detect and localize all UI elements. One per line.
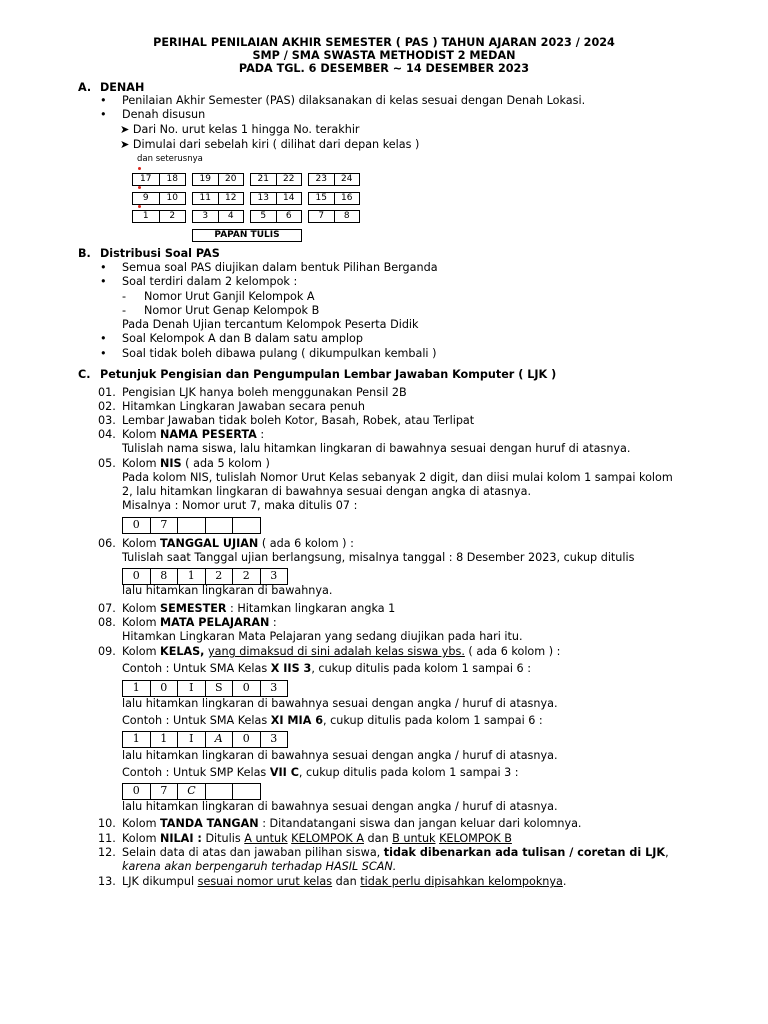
item-number: 05. [98,457,116,470]
item-number: 04. [98,428,116,441]
seat-number: 1 [133,211,160,222]
field-name: NILAI : [160,832,202,845]
example-3-after: lalu hitamkan lingkaran di bawahnya sesuai dengan angka / huruf di atasnya. [122,800,558,813]
box-cell: 0 [233,732,261,747]
section-a-sub-1: ➤ Dari No. urut kelas 1 hingga No. terakhir [120,123,360,136]
seat-number: 13 [251,193,277,204]
box-cell [233,518,260,533]
item-number: 13. [98,875,116,888]
seat-number: 18 [166,174,178,184]
seat-pair [308,173,360,186]
seat-pair [132,173,186,186]
section-a-sub-2: ➤ Dimulai dari sebelah kiri ( dilihat dari depan kelas ) [120,138,420,151]
seat-number: 12 [225,193,237,203]
class-example-box-3 [122,783,261,800]
item-05-text-2: 2, lalu hitamkan lingkaran di bawahnya sesuai dengan angka di atasnya. [122,485,532,498]
blackboard [192,229,302,242]
section-b-note: Pada Denah Ujian tercantum Kelompok Peserta Didik [122,318,419,331]
text: Kolom [122,832,161,845]
item-number: 10. [98,817,116,830]
item-06-heading [122,537,354,551]
section-b-bullet-4: • Soal tidak boleh dibawa pulang ( dikumpulkan kembali ) [122,347,436,361]
item-08-heading [122,616,277,630]
seat-number: 15 [309,193,335,204]
box-cell: 0 [151,681,179,696]
text: Kolom [122,428,161,441]
item-number: 07. [98,602,116,615]
blackboard-label: PAPAN TULIS [214,230,280,240]
box-cell: 1 [151,732,179,747]
seat-number: 20 [225,174,237,184]
seat-pair [192,173,244,186]
section-b-group-a: Nomor Urut Ganjil Kelompok A [144,290,315,303]
seat-number: 2 [169,211,176,221]
seat-number: 7 [309,211,335,222]
section-b-title: Distribusi Soal PAS [100,247,220,260]
box-cell: 3 [270,732,278,745]
text: : Hitamkan lingkaran angka 1 [226,602,396,615]
section-c-title: Petunjuk Pengisian dan Pengumpulan Lembar Jawaban Komputer ( LJK ) [100,368,557,381]
item-11-text [122,832,512,846]
section-c-letter: C. [78,368,91,381]
section-b-letter: B. [78,247,91,260]
item-number: 02. [98,400,116,413]
box-cell [178,518,206,533]
underlined-text: B untuk [392,832,436,845]
text: Contoh : Untuk SMA Kelas [122,714,271,727]
field-name: TANGGAL UJIAN [160,537,259,550]
date-example-box [122,568,288,585]
section-a-bullet-2: • Denah disusun [122,108,205,122]
box-cell [206,784,234,799]
seat-number: 4 [227,211,234,221]
text: dan [332,875,361,888]
text: , cukup ditulis pada kolom 1 sampai 6 : [323,714,543,727]
seat-number: 16 [341,193,353,203]
item-07-text [122,602,395,616]
text: ( ada 5 kolom ) [181,457,270,470]
seat-pair [132,210,186,223]
item-number: 11. [98,832,116,845]
box-cell: 2 [233,569,261,584]
seat-number: 22 [283,174,295,184]
field-name: MATA PELAJARAN [160,616,270,629]
item-05-text-1: Pada kolom NIS, tulislah Nomor Urut Kelas sebanyak 2 digit, dan diisi mulai kolom 1 sampai kolom [122,471,673,484]
dash: - [122,290,127,303]
bold-text: tidak dibenarkan ada tulisan / coretan di LJK [383,846,666,859]
section-b-bullet-2: • Soal terdiri dalam 2 kelompok : [122,275,297,289]
item-02-text: Hitamkan Lingkaran Jawaban secara penuh [122,400,365,413]
seat-number: 6 [285,211,292,221]
text: ( ada 6 kolom ) : [258,537,354,550]
text: , cukup ditulis pada kolom 1 sampai 3 : [298,766,519,779]
text: . [562,875,567,888]
underlined-text: A untuk [244,832,288,845]
text: ( ada 6 kolom ) : [464,645,561,658]
seat-pair [250,210,302,223]
field-name: NIS [160,457,182,470]
underlined-text: tidak perlu dipisahkan kelompoknya [360,875,563,888]
section-b-group-b: Nomor Urut Genap Kelompok B [144,304,320,317]
text: : [256,428,265,441]
example-1-after: lalu hitamkan lingkaran di bawahnya sesuai dengan angka / huruf di atasnya. [122,697,558,710]
box-cell: 0 [123,784,151,799]
box-cell: 1 [178,569,206,584]
seat-number: 17 [133,174,160,185]
seat-pair [308,210,360,223]
seat-number: 24 [341,174,353,184]
red-marker [138,186,141,189]
box-cell: C [178,784,206,799]
text: , [665,846,669,859]
field-name: SEMESTER [160,602,227,615]
doc-title-line3: PADA TGL. 6 DESEMBER ~ 14 DESEMBER 2023 [238,62,530,75]
item-06-after: lalu hitamkan lingkaran di bawahnya. [122,584,333,597]
underlined-text: KELOMPOK A [291,832,364,845]
text: Kolom [122,537,161,550]
seat-number: 21 [251,174,277,185]
item-01-text: Pengisian LJK hanya boleh menggunakan Pensil 2B [122,386,407,399]
doc-title-line1: PERIHAL PENILAIAN AKHIR SEMESTER ( PAS ) TAHUN AJARAN 2023 / 2024 [153,36,615,49]
item-number: 01. [98,386,116,399]
text: : [269,616,277,629]
box-cell [206,518,234,533]
text: LJK dikumpul [122,875,198,888]
box-cell: 8 [151,569,179,584]
box-cell: I [178,732,206,747]
class-name: X IIS 3 [270,662,312,675]
box-cell: 7 [151,784,179,799]
section-a-letter: A. [78,81,92,94]
box-cell: 2 [206,569,234,584]
box-cell: 0 [123,518,151,533]
box-cell: 1 [123,732,151,747]
field-name: NAMA PESERTA [160,428,257,441]
box-cell [233,784,260,799]
seat-pair [250,173,302,186]
box-cell: A [206,732,234,747]
doc-title-line2: SMP / SMA SWASTA METHODIST 2 MEDAN [252,49,516,62]
seat-number: 9 [133,193,160,204]
seat-number: 10 [166,193,178,203]
dash: - [122,304,127,317]
text: Contoh : Untuk SMP Kelas [122,766,270,779]
item-number: 12. [98,846,116,859]
seat-number: 14 [283,193,295,203]
field-name: TANDA TANGAN [160,817,259,830]
underlined-text: yang dimaksud di sini adalah kelas siswa ybs. [208,645,465,658]
class-example-box-1 [122,680,288,697]
section-a-bullet-1: • Penilaian Akhir Semester (PAS) dilaksanakan di kelas sesuai dengan Denah Lokasi. [122,94,585,108]
item-06-text: Tulislah saat Tanggal ujian berlangsung, misalnya tanggal : 8 Desember 2023, cukup ditulis [122,551,635,564]
class-name: XI MIA 6 [270,714,324,727]
text: Kolom [122,602,161,615]
underlined-text: KELOMPOK B [439,832,512,845]
text: Kolom [122,817,161,830]
box-cell: 7 [151,518,179,533]
item-number: 03. [98,414,116,427]
box-cell: 3 [270,681,278,694]
item-04-text: Tulislah nama siswa, lalu hitamkan lingkaran di bawahnya sesuai dengan huruf di atasnya. [122,442,631,455]
example-2-after: lalu hitamkan lingkaran di bawahnya sesuai dengan angka / huruf di atasnya. [122,749,558,762]
seat-pair [132,192,186,205]
red-marker [138,205,141,208]
seat-number: 23 [309,174,335,185]
seat-pair [308,192,360,205]
box-cell: I [178,681,206,696]
item-number: 06. [98,537,116,550]
class-example-box-2 [122,731,288,748]
nis-example-box [122,517,261,534]
example-1 [122,662,531,676]
box-cell: 3 [270,569,278,582]
text: Kolom [122,457,161,470]
box-cell: 1 [123,681,151,696]
field-name: KELAS, [160,645,205,658]
red-marker [138,167,141,170]
seat-number: 5 [251,211,277,222]
item-10-text [122,817,581,831]
item-05-example: Misalnya : Nomor urut 7, maka ditulis 07 : [122,499,358,512]
item-03-text: Lembar Jawaban tidak boleh Kotor, Basah, Robek, atau Terlipat [122,414,475,427]
text: , cukup ditulis pada kolom 1 sampai 6 : [311,662,531,675]
text: Ditulis [201,832,245,845]
text: dan [363,832,393,845]
seating-map-caption: dan seterusnya [137,154,203,164]
seat-pair [192,210,244,223]
item-08-text: Hitamkan Lingkaran Mata Pelajaran yang sedang diujikan pada hari itu. [122,630,523,643]
example-3 [122,766,519,780]
item-09-heading [122,645,560,659]
box-cell: 0 [123,569,151,584]
seat-number: 8 [343,211,350,221]
section-b-bullet-1: • Semua soal PAS diujikan dalam bentuk Pilihan Berganda [122,261,438,275]
item-number: 09. [98,645,116,658]
section-b-bullet-3: • Soal Kelompok A dan B dalam satu amplop [122,332,363,346]
item-05-heading [122,457,270,471]
box-cell: S [206,681,234,696]
text: : Ditandatangani siswa dan jangan keluar dari kolomnya. [258,817,582,830]
text: Kolom [122,616,161,629]
item-12-text [122,846,669,860]
example-2 [122,714,543,728]
box-cell: 0 [233,681,261,696]
class-name: VII C [269,766,299,779]
text: Selain data di atas dan jawaban pilihan siswa, [122,846,384,859]
section-a-title: DENAH [100,81,145,94]
seat-pair [250,192,302,205]
text: Kolom [122,645,161,658]
text: Contoh : Untuk SMA Kelas [122,662,271,675]
seat-pair [192,192,244,205]
item-13-text [122,875,566,889]
underlined-text: sesuai nomor urut kelas [197,875,333,888]
item-number: 08. [98,616,116,629]
seat-number: 19 [193,174,219,185]
seat-number: 3 [193,211,219,222]
item-04-heading [122,428,264,442]
seat-number: 11 [193,193,219,204]
item-12-note: karena akan berpengaruh terhadap HASIL SCAN. [122,860,397,873]
